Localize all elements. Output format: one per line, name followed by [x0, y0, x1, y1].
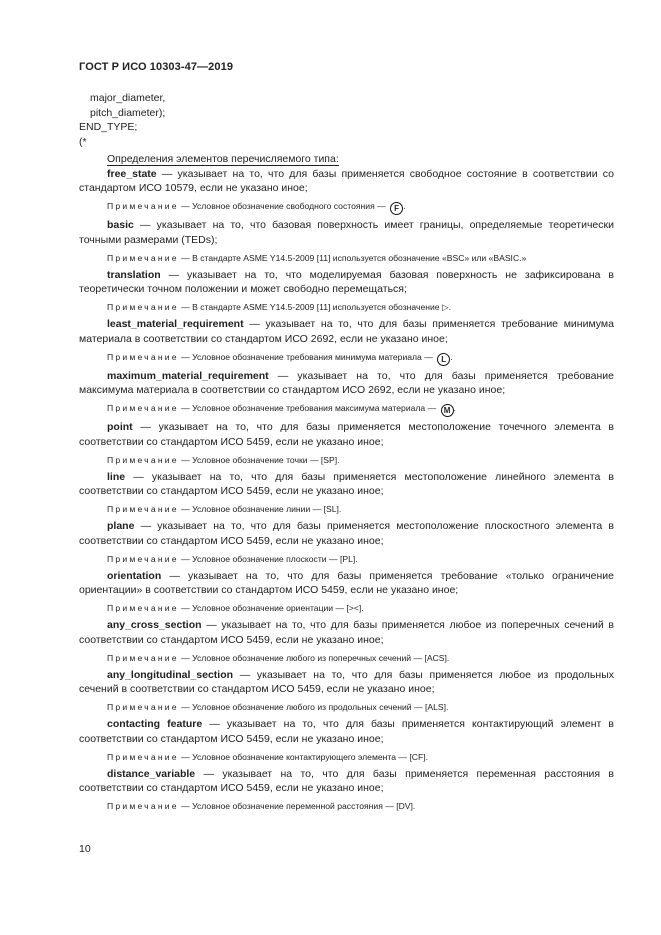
circled-f-symbol-icon: F: [390, 202, 403, 215]
note-text: — Условное обозначение переменной расстояния — [DV].: [178, 801, 416, 811]
definition-text: — указывает на то, что для базы применяется местоположение линейного элемента в соответствии со стандартом ИСО 5459, если не указано иное;: [79, 470, 614, 497]
note: [107, 251, 614, 265]
definition-term: any_longitudinal_section: [107, 668, 234, 681]
note-label: Примечание: [107, 403, 179, 413]
definition-term: plane: [107, 520, 135, 532]
definition-paragraph: [79, 218, 614, 247]
definition-text: — указывает на то, что для базы применяется любое из продольных сечений в соответствии со стандартом ИСО 5459, если не указано иное;: [79, 668, 614, 695]
note: [107, 651, 614, 665]
note-text: — Условное обозначение линии — [SL].: [178, 504, 342, 514]
definition-term: any_cross_section: [107, 619, 202, 631]
definition-text: — указывает на то, что моделируемая базовая поверхность не зафиксирована в теоретически точном положении и может свободно перемещаться;: [79, 268, 614, 295]
note-label: Примечание: [107, 652, 179, 663]
definition-paragraph: [79, 369, 614, 398]
note-label: Примечание: [107, 702, 179, 712]
definition-paragraph: [79, 268, 614, 297]
definition-text: — указывает на то, что для базы применяется контактирующий элемент в соответствии со стандартом ИСО 5459, если не указано иное;: [79, 718, 614, 745]
note: [107, 401, 614, 417]
definition-text: — указывает на то, что для базы применяется требование «только ограничение ориентации» в соответствии со стандартом ИСО 5459, если не указано иное;: [79, 569, 614, 596]
code-line: major_diameter,: [90, 92, 166, 104]
definition-term: translation: [107, 268, 161, 281]
definition-term: free_state: [107, 167, 157, 180]
document-header: ГОСТ Р ИСО 10303-47—2019: [79, 61, 234, 73]
note-text: — Условное обозначение требования минимума материала —: [178, 351, 436, 362]
definition-paragraph: [79, 167, 614, 196]
definition-text: — указывает на то, что для базы применяется свободное состояние в соответствии со стандартом ИСО 10579, если не указано иное;: [79, 167, 614, 194]
definition-paragraph: [79, 767, 614, 796]
definitions: [79, 152, 614, 816]
note: [107, 700, 614, 714]
definition-term: basic: [107, 219, 134, 231]
definition-text: — указывает на то, что базовая поверхность имеет границы, определяемые теоретически точными размерами (TEDs);: [79, 219, 614, 246]
note-label: Примечание: [107, 603, 179, 613]
note-label: Примечание: [107, 801, 179, 811]
note-label: Примечание: [107, 751, 179, 762]
note-text: — Условное обозначение точки — [SP].: [178, 454, 340, 465]
definition-paragraph: [79, 317, 614, 346]
note: [107, 199, 614, 215]
note-text: — Условное обозначение плоскости — [PL].: [178, 553, 358, 564]
note-text: — Условное обозначение требования максимума материала —: [178, 403, 439, 413]
note-label: Примечание: [107, 201, 179, 211]
note: [107, 350, 614, 366]
definition-term: line: [107, 470, 126, 483]
page-number: 10: [79, 843, 91, 855]
code-line: (*: [79, 135, 87, 148]
definition-text: — указывает на то, что для базы применяется любое из поперечных сечений в соответствии со стандартом ИСО 5459, если не указано иное;: [79, 619, 614, 646]
circled-l-symbol-icon: L: [437, 353, 450, 366]
note-end: .: [403, 201, 406, 211]
note: [107, 502, 614, 516]
definition-text: — указывает на то, что для базы применяется переменная расстояния в соответствии со стандартом ИСО 5459, если не указано иное;: [79, 767, 614, 794]
definition-paragraph: [79, 470, 614, 499]
definition-text: — указывает на то, что для базы применяется местоположение плоскостного элемента в соответствии со стандартом ИСО 5459, если не указано иное;: [79, 520, 614, 547]
note-text: — Условное обозначение свободного состояния —: [178, 201, 389, 211]
section-heading: Определения элементов перечисляемого типа:: [107, 153, 339, 165]
definition-paragraph: [79, 420, 614, 449]
note-label: Примечание: [107, 302, 179, 312]
definition-term: contacting feature: [107, 718, 203, 730]
definition-paragraph: [79, 618, 614, 647]
code-line: END_TYPE;: [79, 121, 138, 133]
definition-paragraph: [79, 668, 614, 697]
note: [107, 300, 614, 314]
note-text: — Условное обозначение любого из поперечных сечений — [ACS].: [178, 652, 450, 663]
note-end: .: [450, 351, 453, 362]
definition-term: least_material_requirement: [107, 318, 244, 330]
code-block: [79, 91, 165, 149]
note: [107, 453, 614, 467]
note-label: Примечание: [107, 351, 179, 362]
code-line: pitch_diameter);: [90, 106, 166, 119]
definition-text: — указывает на то, что для базы применяется требование минимума материала в соответствии со стандартом ИСО 2692, если не указано иное;: [79, 318, 614, 345]
note-text: — В стандарте ASME Y14.5-2009 [11] используется обозначение «BSC» или «BASIC.»: [178, 252, 527, 263]
definition-paragraph: [79, 717, 614, 746]
entry-list: [79, 167, 614, 814]
note: [107, 750, 614, 764]
note-end: .: [453, 403, 456, 413]
definition-term: orientation: [107, 569, 162, 582]
definition-term: point: [107, 421, 133, 433]
definition-text: — указывает на то, что для базы применяется местоположение точечного элемента в соответствии со стандартом ИСО 5459, если не указано иное;: [79, 421, 614, 448]
note-label: Примечание: [107, 252, 179, 263]
definition-paragraph: [79, 569, 614, 598]
circled-m-symbol-icon: M: [441, 404, 454, 417]
note: [107, 552, 614, 566]
definition-term: maximum_material_requirement: [107, 369, 269, 382]
note: [107, 799, 614, 813]
note-label: Примечание: [107, 553, 179, 564]
note: [107, 601, 614, 615]
note-label: Примечание: [107, 504, 179, 514]
note-text: — Условное обозначение ориентации — [><].: [178, 603, 364, 613]
note-text: — Условное обозначение контактирующего элемента — [CF].: [178, 751, 428, 762]
definition-paragraph: [79, 519, 614, 548]
definition-term: distance_variable: [107, 767, 196, 780]
note-text: — Условное обозначение любого из продольных сечений — [ALS].: [178, 702, 449, 712]
note-label: Примечание: [107, 454, 179, 465]
note-text: — В стандарте ASME Y14.5-2009 [11] используется обозначение ▷.: [178, 302, 451, 312]
definition-text: — указывает на то, что для базы применяется требование максимума материала в соответствии со стандартом ИСО 2692, если не указано иное;: [79, 369, 614, 396]
